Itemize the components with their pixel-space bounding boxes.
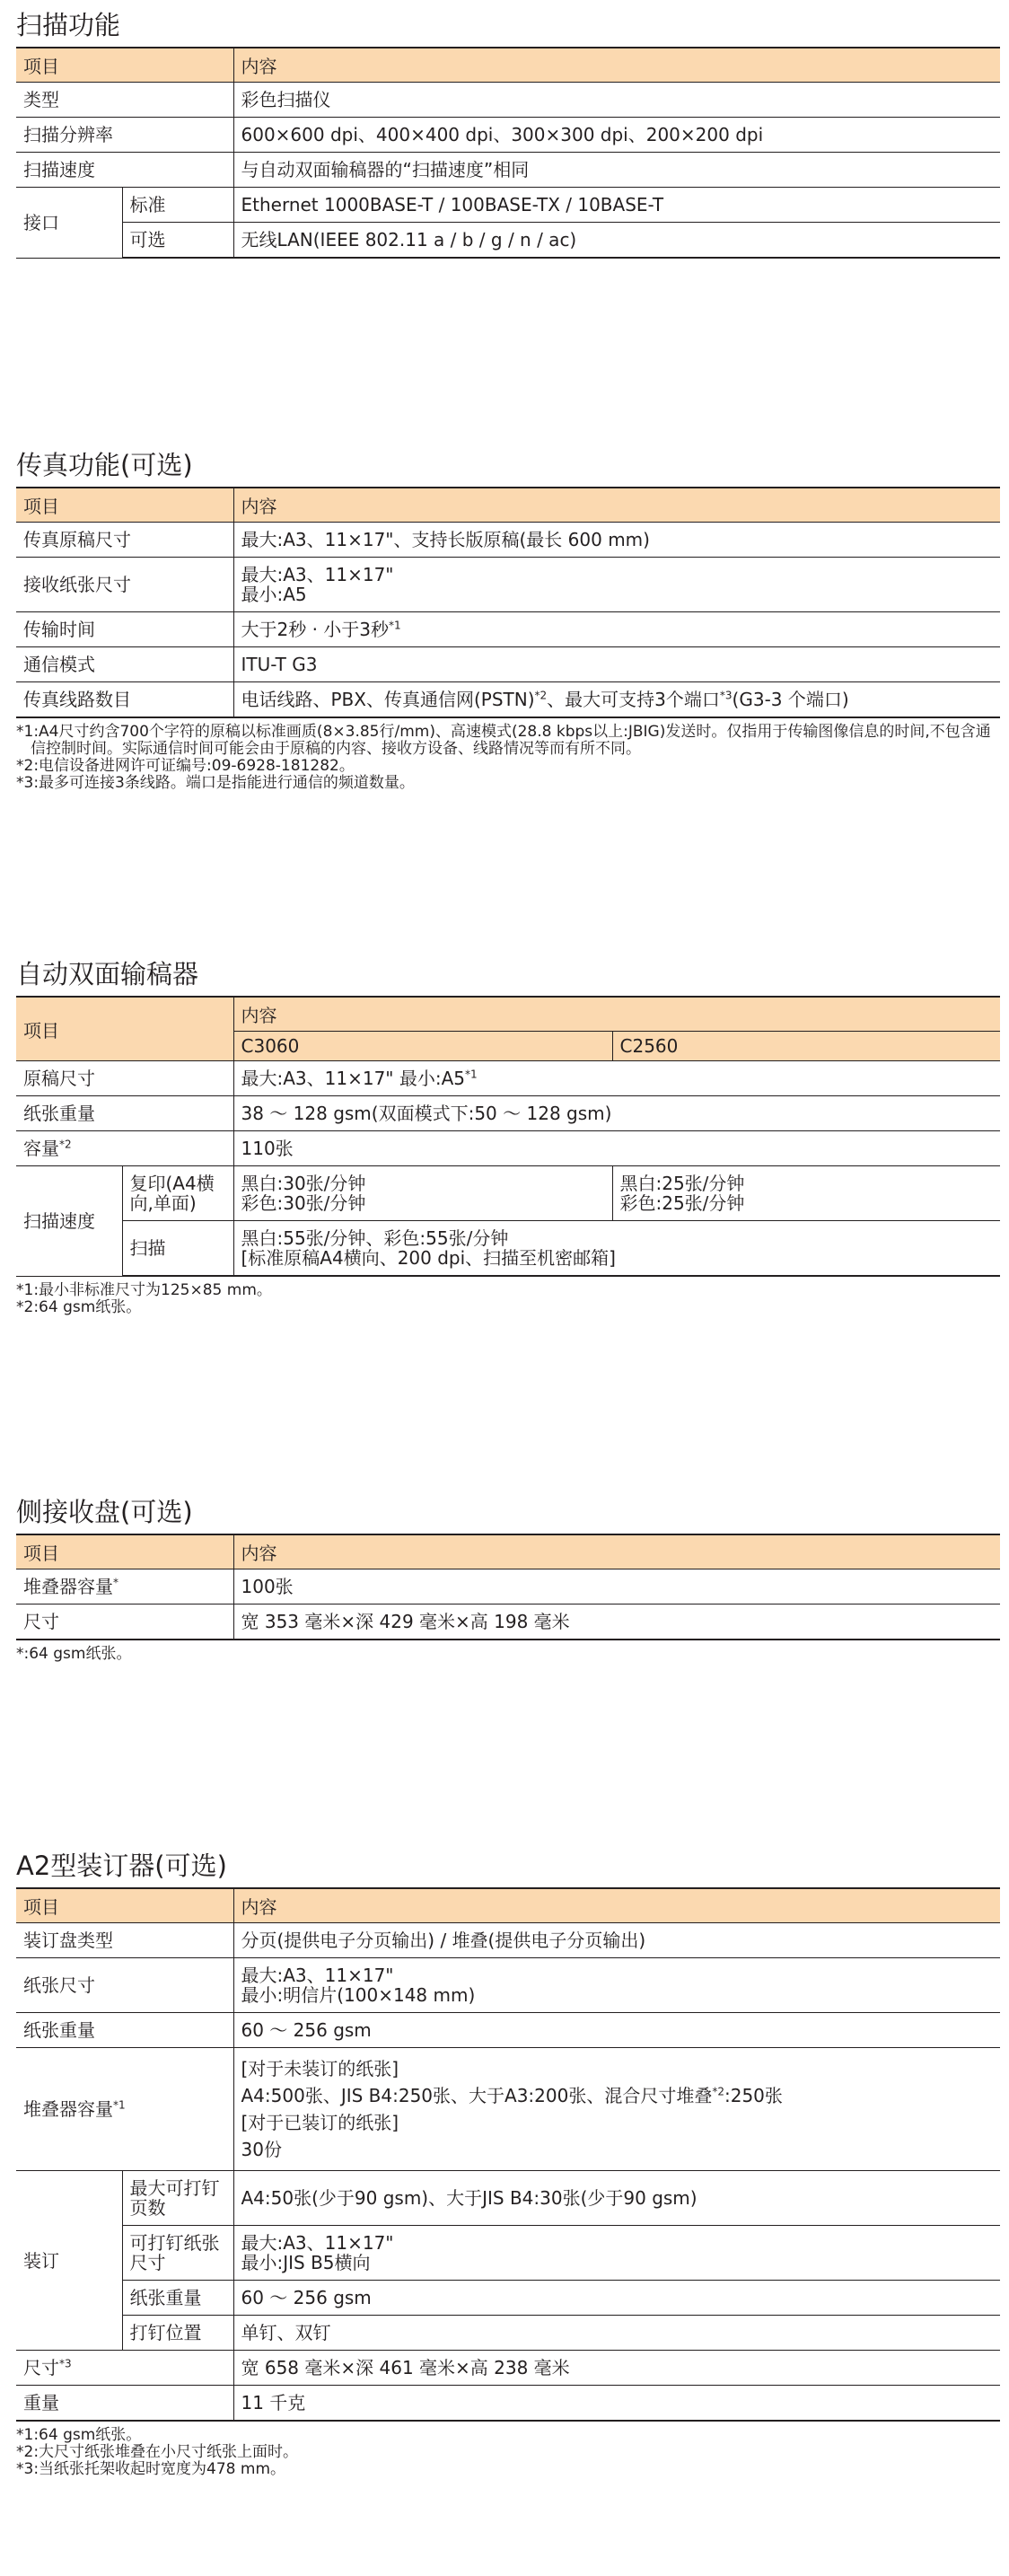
table-row bbox=[16, 2013, 1000, 2048]
scan-section bbox=[16, 7, 1000, 259]
row-label: 类型 bbox=[16, 83, 233, 118]
header-item: 项目 bbox=[16, 1534, 233, 1569]
scan-title: 扫描功能 bbox=[16, 10, 121, 40]
header-content: 内容 bbox=[233, 1534, 1000, 1569]
row-value bbox=[233, 2226, 1000, 2281]
table-row bbox=[16, 1958, 1000, 2013]
row-value bbox=[233, 1061, 1000, 1096]
footnote-ref: *3 bbox=[719, 689, 733, 702]
table-row bbox=[16, 2171, 1000, 2226]
value-line: 黑白:55张/分钟、彩色:55张/分钟 bbox=[241, 1227, 509, 1249]
row-value: 无线LAN(IEEE 802.11 a / b / g / n / ac) bbox=[233, 223, 1000, 259]
adf-footnotes bbox=[16, 1282, 1000, 1316]
footnote: *1:64 gsm纸张。 bbox=[16, 2426, 142, 2444]
header-content: 内容 bbox=[233, 1888, 1000, 1923]
row-value: 11 千克 bbox=[233, 2386, 1000, 2422]
row-sublabel: 可打钉纸张尺寸 bbox=[122, 2226, 233, 2281]
footnote-ref: *1 bbox=[465, 1068, 478, 1081]
footnote: *2:64 gsm纸张。 bbox=[16, 1298, 142, 1316]
table-row bbox=[16, 83, 1000, 118]
value-line: [标准原稿A4横向、200 dpi、扫描至机密邮箱] bbox=[241, 1247, 616, 1269]
table-row bbox=[16, 612, 1000, 647]
adf-section bbox=[16, 956, 1000, 1316]
fax-title: 传真功能(可选) bbox=[16, 450, 193, 480]
row-value bbox=[233, 1958, 1000, 2013]
header-item: 项目 bbox=[16, 1888, 233, 1923]
row-label: 传真线路数目 bbox=[16, 682, 233, 718]
footnote: *3:当纸张托架收起时宽度为478 mm。 bbox=[16, 2460, 286, 2478]
row-value: 与自动双面输稿器的“扫描速度”相同 bbox=[233, 153, 1000, 188]
table-row bbox=[16, 2048, 1000, 2171]
label-text: 容量 bbox=[23, 1138, 59, 1159]
row-label: 扫描速度 bbox=[16, 1166, 122, 1277]
row-value: 100张 bbox=[233, 1569, 1000, 1605]
table-row bbox=[16, 2281, 1000, 2316]
adf-title: 自动双面输稿器 bbox=[16, 959, 199, 989]
table-row bbox=[16, 2386, 1000, 2422]
row-value bbox=[233, 558, 1000, 612]
row-value: 110张 bbox=[233, 1131, 1000, 1166]
stapler-footnotes bbox=[16, 2427, 1000, 2478]
footnote-ref: *1 bbox=[113, 2098, 126, 2112]
table-row bbox=[16, 118, 1000, 153]
row-value: 60 ～ 256 gsm bbox=[233, 2013, 1000, 2048]
tray-section bbox=[16, 1494, 1000, 1663]
value-text: 、最大可支持3个端口 bbox=[547, 689, 720, 710]
label-text: 堆叠器容量 bbox=[23, 2098, 113, 2120]
row-value bbox=[612, 1166, 1000, 1221]
label-text: 堆叠器容量 bbox=[23, 1576, 113, 1597]
header-content: 内容 bbox=[233, 488, 1000, 523]
value-line: 最小:A5 bbox=[241, 584, 307, 605]
row-value: 最大:A3、11×17"、支持长版原稿(最长 600 mm) bbox=[233, 523, 1000, 558]
row-value: ITU-T G3 bbox=[233, 647, 1000, 682]
value-text: 最大:A3、11×17" 最小:A5 bbox=[241, 1068, 466, 1089]
tray-table bbox=[16, 1534, 1000, 1640]
row-sublabel: 打钉位置 bbox=[122, 2316, 233, 2351]
table-row bbox=[16, 1569, 1000, 1605]
row-label: 纸张重量 bbox=[16, 2013, 233, 2048]
footnote: *3:最多可连接3条线路。端口是指能进行通信的频道数量。 bbox=[16, 774, 415, 792]
header-content: 内容 bbox=[233, 48, 1000, 83]
value-line bbox=[241, 2082, 994, 2109]
value-line: [对于已装订的纸张] bbox=[241, 2112, 399, 2133]
row-label: 扫描速度 bbox=[16, 153, 233, 188]
scan-table bbox=[16, 47, 1000, 259]
footnote: *:64 gsm纸张。 bbox=[16, 1645, 132, 1663]
table-row bbox=[16, 1605, 1000, 1640]
table-row bbox=[16, 647, 1000, 682]
row-value bbox=[233, 1166, 612, 1221]
value-text: A4:500张、JIS B4:250张、大于A3:200张、混合尺寸堆叠 bbox=[241, 2085, 713, 2106]
value-text: :250张 bbox=[724, 2085, 783, 2106]
value-text: (G3-3 个端口) bbox=[732, 689, 849, 710]
row-value: A4:50张(少于90 gsm)、大于JIS B4:30张(少于90 gsm) bbox=[233, 2171, 1000, 2226]
value-line: 黑白:25张/分钟 bbox=[619, 1173, 745, 1194]
value-line: 最小:明信片(100×148 mm) bbox=[241, 1984, 476, 2006]
row-value bbox=[233, 612, 1000, 647]
row-label: 传输时间 bbox=[16, 612, 233, 647]
row-label: 原稿尺寸 bbox=[16, 1061, 233, 1096]
row-value: 600×600 dpi、400×400 dpi、300×300 dpi、200×200 dpi bbox=[233, 118, 1000, 153]
row-sublabel: 复印(A4横向,单面) bbox=[122, 1166, 233, 1221]
row-value bbox=[233, 682, 1000, 718]
table-row bbox=[16, 558, 1000, 612]
value-text: 大于2秒 · 小于3秒 bbox=[241, 619, 390, 640]
table-row bbox=[16, 1166, 1000, 1221]
row-label: 纸张尺寸 bbox=[16, 1958, 233, 2013]
header-content: 内容 bbox=[233, 997, 1000, 1032]
value-line: 黑白:30张/分钟 bbox=[241, 1173, 366, 1194]
value-line: 30份 bbox=[241, 2139, 282, 2160]
header-item: 项目 bbox=[16, 997, 233, 1061]
footnote-ref: * bbox=[113, 1576, 118, 1589]
stapler-title: A2型装订器(可选) bbox=[16, 1851, 227, 1881]
row-label: 扫描分辨率 bbox=[16, 118, 233, 153]
table-row bbox=[16, 223, 1000, 259]
table-row bbox=[16, 153, 1000, 188]
label-text: 尺寸 bbox=[23, 2357, 59, 2378]
table-row bbox=[16, 2226, 1000, 2281]
header-c3060: C3060 bbox=[233, 1032, 612, 1061]
fax-footnotes bbox=[16, 724, 1000, 792]
table-row bbox=[16, 1923, 1000, 1958]
footnote-ref: *2 bbox=[534, 689, 548, 702]
row-label: 纸张重量 bbox=[16, 1096, 233, 1131]
header-item: 项目 bbox=[16, 48, 233, 83]
row-label: 装订 bbox=[16, 2171, 122, 2351]
value-text: 电话线路、PBX、传真通信网(PSTN) bbox=[241, 689, 535, 710]
row-label: 尺寸 bbox=[16, 1605, 233, 1640]
stapler-section bbox=[16, 1848, 1000, 2478]
row-value: 彩色扫描仪 bbox=[233, 83, 1000, 118]
value-line: [对于未装订的纸张] bbox=[241, 2058, 399, 2079]
row-label bbox=[16, 1569, 233, 1605]
table-row bbox=[16, 1221, 1000, 1277]
row-label: 装订盘类型 bbox=[16, 1923, 233, 1958]
footnote-ref: *2 bbox=[712, 2085, 724, 2098]
header-item: 项目 bbox=[16, 488, 233, 523]
row-label: 接收纸张尺寸 bbox=[16, 558, 233, 612]
row-value: 60 ～ 256 gsm bbox=[233, 2281, 1000, 2316]
footnote: *2:电信设备进网许可证编号:09-6928-181282。 bbox=[16, 757, 355, 775]
table-row bbox=[16, 2351, 1000, 2386]
tray-footnotes bbox=[16, 1646, 1000, 1663]
table-row bbox=[16, 523, 1000, 558]
footnote: *1:最小非标准尺寸为125×85 mm。 bbox=[16, 1281, 272, 1299]
value-line: 彩色:25张/分钟 bbox=[619, 1192, 745, 1214]
row-label bbox=[16, 2048, 233, 2171]
row-value: 宽 353 毫米×深 429 毫米×高 198 毫米 bbox=[233, 1605, 1000, 1640]
value-line: 彩色:30张/分钟 bbox=[241, 1192, 366, 1214]
value-line: 最小:JIS B5横向 bbox=[241, 2252, 371, 2273]
table-row bbox=[16, 682, 1000, 718]
row-sublabel: 最大可打钉页数 bbox=[122, 2171, 233, 2226]
row-value bbox=[233, 2048, 1000, 2171]
footnote-ref: *1 bbox=[389, 619, 401, 632]
row-value: 宽 658 毫米×深 461 毫米×高 238 毫米 bbox=[233, 2351, 1000, 2386]
row-label: 重量 bbox=[16, 2386, 233, 2422]
table-row bbox=[16, 188, 1000, 223]
row-value: 分页(提供电子分页输出) / 堆叠(提供电子分页输出) bbox=[233, 1923, 1000, 1958]
table-row bbox=[16, 2316, 1000, 2351]
row-value: 单钉、双钉 bbox=[233, 2316, 1000, 2351]
stapler-table bbox=[16, 1887, 1000, 2422]
table-row bbox=[16, 1096, 1000, 1131]
row-label: 接口 bbox=[16, 188, 122, 259]
header-c2560: C2560 bbox=[612, 1032, 1000, 1061]
row-label: 通信模式 bbox=[16, 647, 233, 682]
row-label: 传真原稿尺寸 bbox=[16, 523, 233, 558]
adf-table bbox=[16, 996, 1000, 1277]
row-label bbox=[16, 1131, 233, 1166]
row-sublabel: 扫描 bbox=[122, 1221, 233, 1277]
row-sublabel: 标准 bbox=[122, 188, 233, 223]
value-line: 最大:A3、11×17" bbox=[241, 1965, 394, 1986]
footnote-ref: *3 bbox=[59, 2357, 72, 2370]
value-line: 最大:A3、11×17" bbox=[241, 564, 394, 585]
row-sublabel: 纸张重量 bbox=[122, 2281, 233, 2316]
footnote: *2:大尺寸纸张堆叠在小尺寸纸张上面时。 bbox=[16, 2443, 299, 2461]
footnote-ref: *2 bbox=[59, 1138, 72, 1151]
footnote: *1:A4尺寸约含700个字符的原稿以标准画质(8×3.85行/mm)、高速模式(28.8 kbps以上:JBIG)发送时。仅指用于传输图像信息的时间,不包含通信控制时间。实际通信时间可能会由于原稿的内容、接收方设备、线路情况等而有所不同。 bbox=[16, 723, 991, 758]
fax-section bbox=[16, 447, 1000, 792]
row-value: 38 ～ 128 gsm(双面模式下:50 ～ 128 gsm) bbox=[233, 1096, 1000, 1131]
row-value bbox=[233, 1221, 1000, 1277]
table-row bbox=[16, 1131, 1000, 1166]
value-line: 最大:A3、11×17" bbox=[241, 2232, 394, 2254]
row-label bbox=[16, 2351, 233, 2386]
row-sublabel: 可选 bbox=[122, 223, 233, 259]
row-value: Ethernet 1000BASE-T / 100BASE-TX / 10BASE-T bbox=[233, 188, 1000, 223]
fax-table bbox=[16, 487, 1000, 718]
table-row bbox=[16, 1061, 1000, 1096]
tray-title: 侧接收盘(可选) bbox=[16, 1497, 193, 1527]
